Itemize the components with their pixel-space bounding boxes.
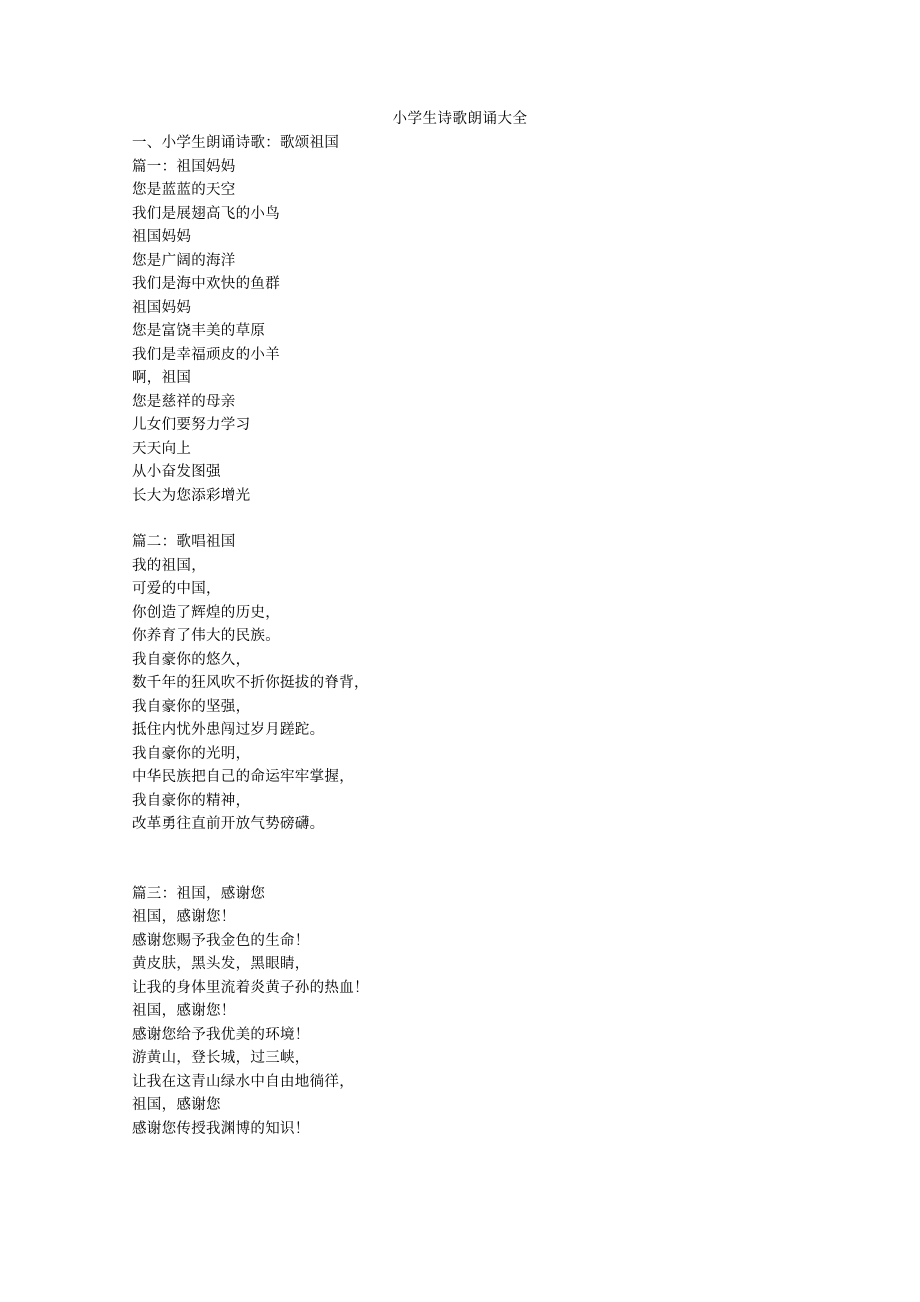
- poem-line: 天天向上: [132, 440, 192, 457]
- poem-line: 游黄山，登长城，过三峡，: [132, 1050, 310, 1066]
- poem-line: 啊，祖国: [132, 370, 192, 386]
- poem-line: 你创造了辉煌的历史，: [132, 604, 280, 621]
- poem-line: 祖国妈妈: [132, 299, 192, 316]
- poem-line: 数千年的狂风吹不折你挺拔的脊背，: [132, 675, 369, 691]
- poem-line: 改革勇往直前开放气势磅礴。: [132, 816, 325, 832]
- poem-title: 篇三：祖国，感谢您: [132, 885, 266, 902]
- poem-block: [132, 883, 788, 1142]
- poem-block: [132, 531, 788, 837]
- paragraph-spacer: [132, 837, 788, 883]
- poem-line: 长大为您添彩增光: [132, 487, 251, 504]
- poem-line: 让我的身体里流着炎黄子孙的热血！: [132, 979, 369, 996]
- poem-line: 中华民族把自己的命运牢牢掌握，: [132, 769, 354, 785]
- poem-line: 我们是幸福顽皮的小羊: [132, 346, 280, 363]
- poem-line: 祖国，感谢您: [132, 1097, 221, 1113]
- poem-title: 篇一：祖国妈妈: [132, 158, 236, 175]
- poem-line: 抵住内忧外患闯过岁月蹉跎。: [132, 722, 325, 738]
- poem-block: [132, 156, 788, 509]
- poem-line: 您是富饶丰美的草原: [132, 323, 266, 339]
- section-heading: 一、小学生朗诵诗歌：歌颂祖国: [132, 135, 340, 151]
- poem-line: 我自豪你的坚强，: [132, 698, 251, 715]
- poem-line: 让我在这青山绿水中自由地徜徉，: [132, 1073, 354, 1090]
- poem-line: 你养育了伟大的民族。: [132, 628, 280, 644]
- paragraph-spacer: [132, 508, 788, 531]
- poem-line: 您是蓝蓝的天空: [132, 182, 236, 198]
- poem-line: 从小奋发图强: [132, 464, 221, 480]
- page-title: 小学生诗歌朗诵大全: [392, 111, 528, 127]
- poem-line: 我自豪你的光明，: [132, 745, 251, 762]
- poem-line: 您是广阔的海洋: [132, 252, 236, 269]
- poem-line: 我自豪你的精神，: [132, 792, 251, 809]
- poem-title: 篇二：歌唱祖国: [132, 534, 236, 550]
- poem-line: 儿女们要努力学习: [132, 417, 251, 433]
- poem-line: 黄皮肤，黑头发，黑眼睛，: [132, 956, 310, 972]
- poem-line: 祖国妈妈: [132, 229, 192, 245]
- poem-line: 感谢您给予我优美的环境！: [132, 1026, 310, 1043]
- poem-line: 我的祖国，: [132, 557, 206, 574]
- poem-line: 可爱的中国，: [132, 581, 221, 597]
- poem-line: 祖国，感谢您！: [132, 909, 236, 925]
- poem-line: 您是慈祥的母亲: [132, 393, 236, 410]
- poem-line: 我自豪你的悠久，: [132, 651, 251, 668]
- poem-line: 我们是展翅高飞的小鸟: [132, 205, 280, 222]
- poem-line: 感谢您传授我渊博的知识！: [132, 1120, 310, 1137]
- poem-line: 祖国，感谢您！: [132, 1003, 236, 1019]
- poem-line: 我们是海中欢快的鱼群: [132, 276, 280, 292]
- poem-line: 感谢您赐予我金色的生命！: [132, 932, 310, 949]
